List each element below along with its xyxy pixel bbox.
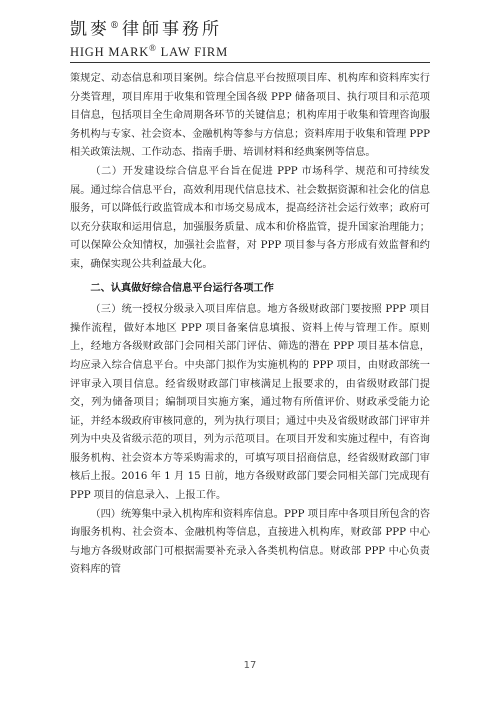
document-body [70,70,430,580]
page-number: 17 [243,660,257,671]
letterhead-logo [70,16,260,60]
firm-name-chinese: 凱麥®律師事務所 [70,19,222,40]
section-heading: 二、认真做好综合信息平台运行各项工作 [90,281,274,294]
paragraph-item-4: （四）统筹集中录入机构库和资料库信息。PPP 项目库中各项目所包含的咨询服务机构、社会资本、金融机构等信息，直接进入机构库，财政部 PPP 中心与地方各级财政部门可根据需要补充录入各类机构信息。财政部 PPP 中心负责资料库的管 [70,508,431,576]
paragraph-continued: 策规定、动态信息和项目案例。综合信息平台按照项目库、机构库和资料库实行分类管理，项目库用于收集和管理全国各级 PPP 储备项目、执行项目和示范项目信息，包括项目全生命周期各环节的关键信息；机构库用于收集和管理咨询服务机构与专家、社会资本、金融机构等参与方信息；资料库用于收集和管理 PPP 相关政策法规、工作动态、指南手册、培训材料和经典案例等信息。 [70,73,430,159]
paragraph-item-3: （三）统一授权分级录入项目库信息。地方各级财政部门要按照 PPP 项目操作流程，做好本地区 PPP 项目备案信息填报、资料上传与管理工作。原则上，经地方各级财政部门会同相关部门评估、筛选的潜在 PPP 项目基本信息，均应录入综合信息平台。中央部门拟作为实施机构的 PPP 项目，由财政部统一评审录入项目信息。经省级财政部门审核满足上报要求的，由省级财政部门提交，列为储备项目；编制项目实施方案，通过物有所值评价、财政承受能力论证，并经本级政府审核同意的，列为执行项目；通过中央及省级财政部门评审并列为中央及省级示范的项目，列为示范项目。在项目开发和实施过程中，有咨询服务机构、社会资本方等采购需求的，可填写项目招商信息，经省级财政部门审核后上报。2016 年 1 月 15 日前，地方各级财政部门要会同相关部门完成现有 PPP 项目的信息录入、上报工作。 [70,304,430,502]
paragraph-item-2: （二）开发建设综合信息平台旨在促进 PPP 市场科学、规范和可持续发展。通过综合信息平台，高效利用现代信息技术、社会数据资源和社会化的信息服务，可以降低行政监管成本和市场交易成本，提高经济社会运行效率；政府可以充分获取和运用信息，加强服务质量、成本和价格监管，提升国家治理能力；可以保障公众知情权，加强社会监督，对 PPP 项目参与各方形成有效监督和约束，确保实现公共利益最大化。 [70,165,430,270]
header-divider [70,62,430,63]
firm-name-english: HIGH MARK® LAW FIRM [70,42,228,59]
